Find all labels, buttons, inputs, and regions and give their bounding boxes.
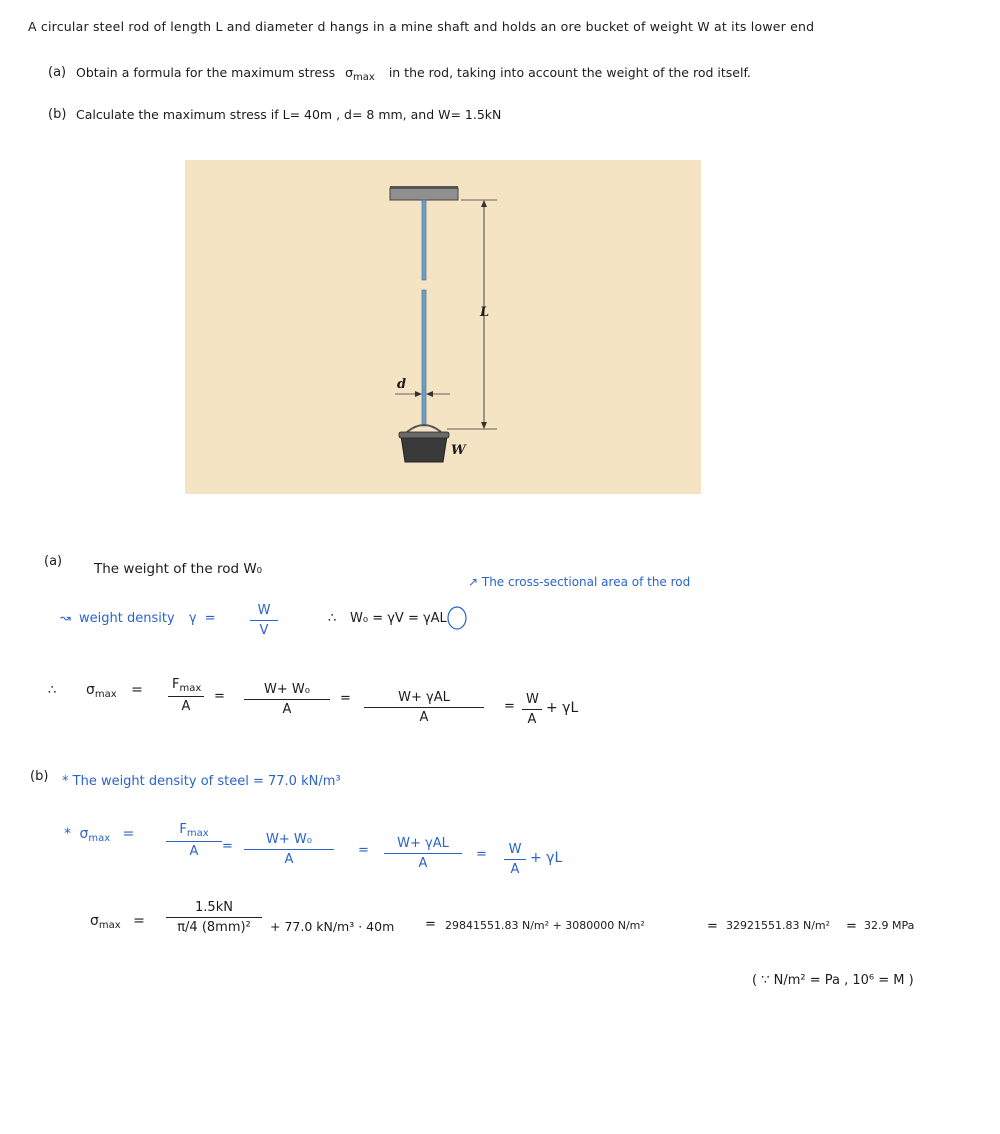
part-a-w-a-bar (522, 709, 542, 710)
part-b-fmax-bar (166, 841, 222, 842)
part-b-frac-w-w0 (244, 832, 334, 867)
ore-bucket (401, 436, 447, 462)
figure-label-W: W (451, 443, 466, 458)
w0-equation: W₀ = γV = γAL (350, 611, 447, 626)
part-a-eq-3: = (340, 691, 351, 706)
calc-sigma-sub: max (98, 920, 121, 931)
part-b-w-gal-num: W+ γAL (397, 836, 449, 851)
part-b-sigma-symbol: σ (79, 826, 89, 842)
problem-part-a-sigma-sub: max (353, 72, 375, 83)
part-a-w-gal-den: A (419, 710, 429, 725)
part-b-frac-fmax (166, 822, 222, 859)
part-b-w-a-num: W (508, 842, 522, 857)
part-a-frac-w-w0 (244, 682, 330, 717)
part-a-sigma (86, 682, 143, 701)
part-b-star: * (64, 826, 71, 842)
density-arrow: ↝ (60, 611, 71, 626)
part-a-sigma-sub: max (94, 689, 117, 700)
part-b-w-w0-den: A (284, 852, 294, 867)
area-circle (446, 605, 468, 631)
part-a-w-a-den: A (527, 712, 537, 727)
part-b-w-gal-bar (384, 853, 462, 854)
part-a-therefore: ∴ (48, 683, 57, 698)
part-b-eq-2: = (222, 839, 233, 854)
rod-figure (185, 160, 701, 494)
calc-eq-4: = (846, 919, 857, 934)
part-b-fmax-sub: max (186, 828, 209, 839)
part-b-fmax-num (166, 822, 222, 839)
calc-value-2: 32921551.83 N/m² (726, 919, 831, 932)
part-b-w-w0-bar (244, 849, 334, 850)
part-a-fmax-bar (168, 696, 204, 697)
problem-line-1: A circular steel rod of length L and diameter d hangs in a mine shaft and holds an ore bucket of weight W at its lower end (28, 19, 815, 34)
part-a-fmax-den: A (181, 699, 191, 714)
calc-frac-bar (166, 917, 262, 918)
density-eq: = (204, 611, 216, 626)
part-a-eq-4: = (504, 699, 515, 714)
ceiling-support-top (390, 186, 458, 189)
calc-sigma-symbol: σ (90, 913, 99, 929)
part-b-eq-3: = (358, 843, 369, 858)
calc-term-2: + 77.0 kN/m³ · 40m (270, 919, 395, 934)
therefore-1: ∴ (328, 611, 337, 626)
part-a-w-w0-den: A (282, 702, 292, 717)
density-frac-num: W (257, 603, 271, 618)
calc-eq-2: = (425, 917, 436, 932)
part-a-fmax-F: F (172, 677, 180, 692)
part-b-fmax-F: F (179, 822, 187, 837)
part-b-sigma-line (64, 826, 134, 845)
part-a-w-w0-bar (244, 699, 330, 700)
part-a-label: (a) (44, 554, 63, 569)
rod-diagram (185, 160, 701, 494)
part-a-w-gal-num: W+ γAL (398, 690, 450, 705)
part-a-eq-2: = (214, 689, 225, 704)
part-b-frac-w-a (504, 842, 526, 877)
part-b-frac-w-gal (384, 836, 462, 871)
ceiling-support (390, 188, 458, 200)
calc-eq-3: = (707, 919, 718, 934)
part-b-w-gal-den: A (418, 856, 428, 871)
area-circle-ellipse (448, 607, 466, 629)
part-a-w-a-num: W (526, 692, 539, 707)
density-gamma: γ (188, 611, 197, 626)
part-b-w-a-den: A (510, 862, 520, 877)
part-b-fmax-den: A (189, 844, 199, 859)
problem-part-a-prefix: Obtain a formula for the maximum stress (76, 65, 336, 80)
part-b-star-line: * The weight density of steel = 77.0 kN/m³ (62, 774, 341, 789)
part-b-w-w0-num: W+ W₀ (266, 832, 312, 847)
part-b-label: (b) (30, 769, 49, 784)
problem-part-b-label: (b) (48, 107, 67, 122)
problem-part-a-text (76, 66, 751, 84)
figure-label-L: L (480, 305, 490, 320)
figure-label-d: d (397, 377, 407, 392)
problem-part-a-tail: in the rod, taking into account the weight of the rod itself. (388, 65, 751, 80)
part-b-eq-1: = (122, 826, 135, 842)
calc-fraction (166, 900, 262, 935)
density-frac-den: V (259, 623, 269, 638)
density-text: weight density (79, 611, 175, 626)
rod-lower (422, 290, 426, 426)
density-frac-bar (250, 620, 278, 621)
calc-eq-1: = (133, 913, 145, 929)
part-a-sigma-symbol: σ (86, 682, 95, 698)
part-a-heading: The weight of the rod W₀ (94, 561, 263, 577)
part-b-sigma-sub: max (88, 833, 111, 844)
part-a-tail: + γL (546, 700, 579, 716)
part-a-w-gal-bar (364, 707, 484, 708)
calc-result: 32.9 MPa (864, 919, 915, 932)
calc-frac-num: 1.5kN (195, 900, 233, 915)
calc-value-1: 29841551.83 N/m² + 3080000 N/m² (445, 919, 645, 932)
problem-part-b-text: Calculate the maximum stress if L= 40m , d= 8 mm, and W= 1.5kN (76, 107, 502, 122)
part-a-frac-w-gal (364, 690, 484, 725)
calc-sigma (90, 913, 145, 932)
density-fraction (250, 603, 278, 638)
density-line (60, 612, 216, 627)
part-a-frac-w-a (522, 692, 542, 727)
units-note: ( ∵ N/m² = Pa , 10⁶ = M ) (752, 973, 914, 988)
problem-part-a-sigma: σ (345, 65, 354, 80)
part-a-fmax-sub: max (179, 683, 202, 694)
problem-part-a-label: (a) (48, 65, 67, 80)
rod-upper (422, 200, 426, 280)
bucket-rim (399, 432, 449, 438)
part-a-eq-1: = (131, 682, 143, 698)
part-a-w-w0-num: W+ W₀ (264, 682, 310, 697)
part-a-frac-fmax (168, 677, 204, 714)
part-b-tail: + γL (530, 850, 563, 866)
calc-frac-den: π/4 (8mm)² (177, 920, 251, 935)
part-a-fmax-num (168, 677, 204, 694)
part-b-w-a-bar (504, 859, 526, 860)
part-b-eq-4: = (476, 847, 487, 862)
part-a-arrow-note: ↗ The cross-sectional area of the rod (468, 575, 691, 589)
